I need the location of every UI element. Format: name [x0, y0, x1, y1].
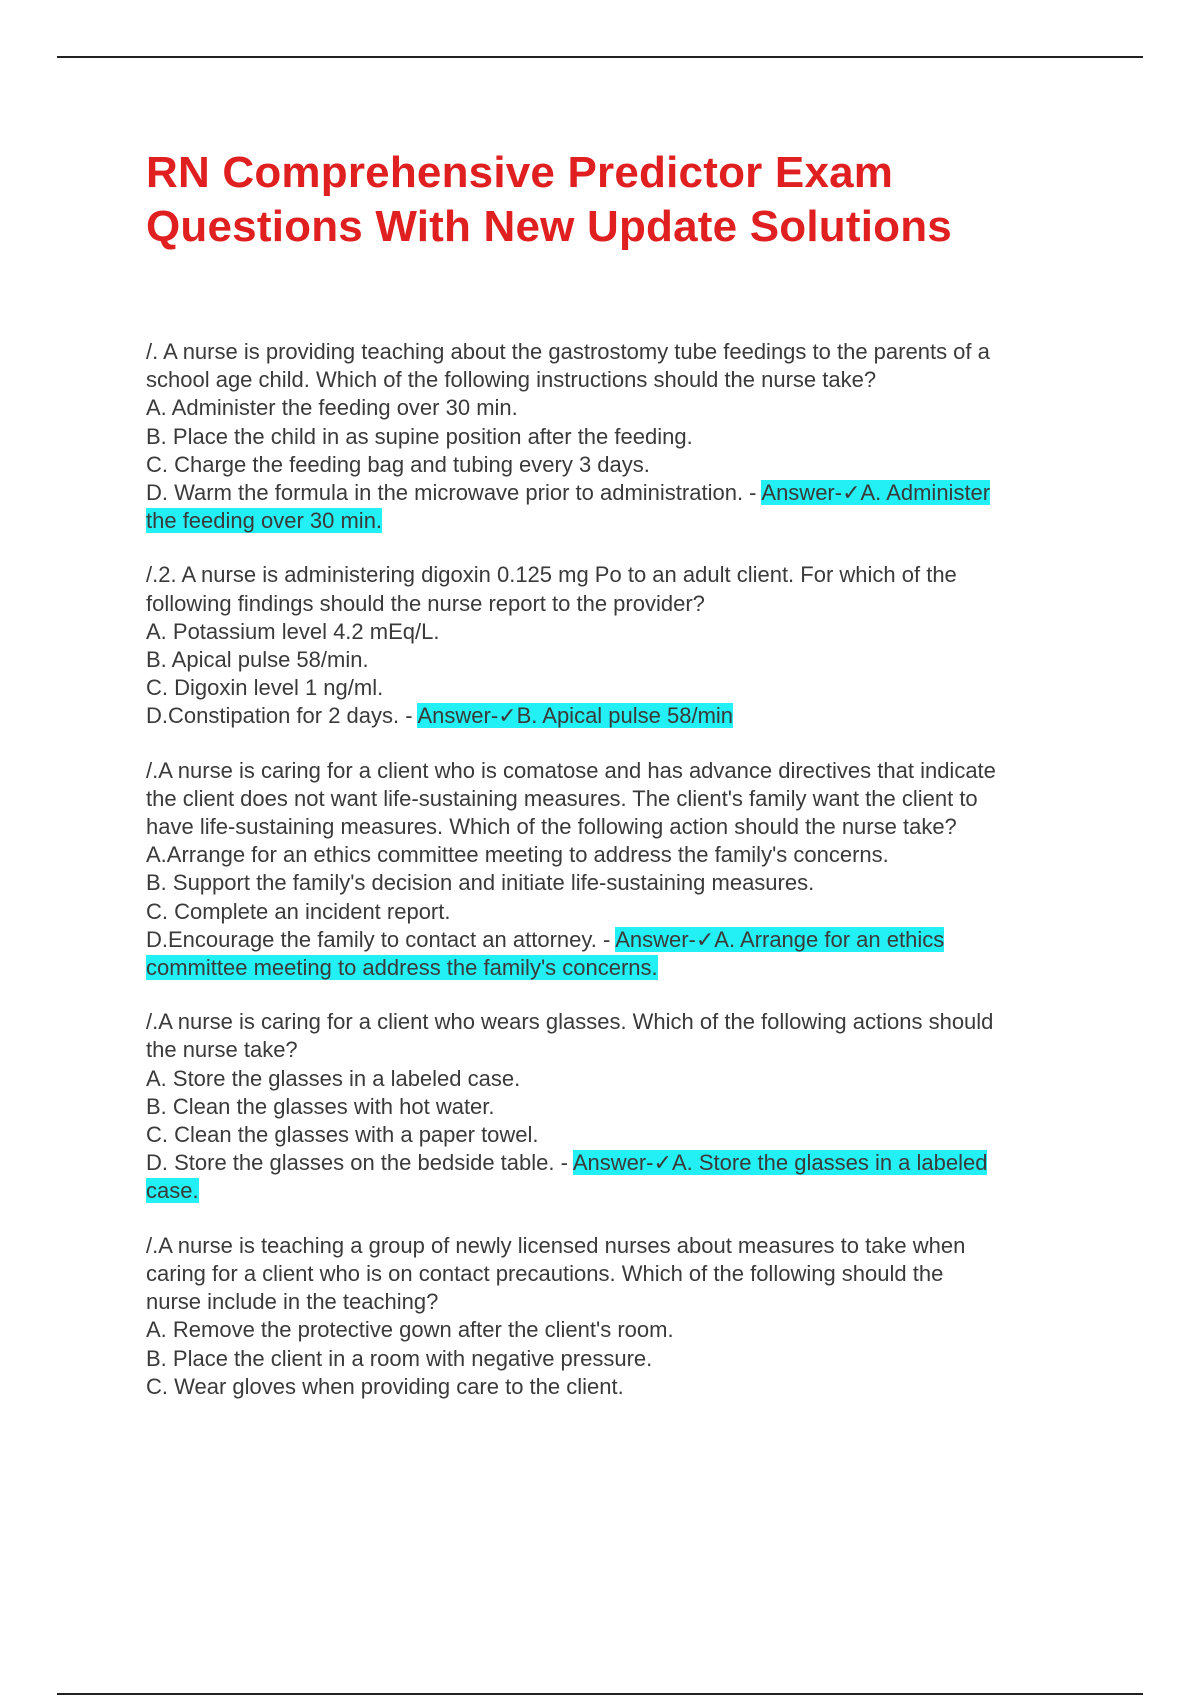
option-c: C. Wear gloves when providing care to the client. — [146, 1373, 624, 1399]
option-b: B. Place the client in a room with negative pressure. — [146, 1345, 653, 1371]
question-stem-line: the nurse take? — [146, 1037, 298, 1063]
option-b: B. Place the child in as supine position after the feeding. — [146, 423, 693, 449]
option-d: D. Store the glasses on the bedside table. - — [146, 1150, 573, 1176]
question-stem-line: nurse include in the teaching? — [146, 1289, 439, 1315]
option-d: D.Constipation for 2 days. - — [146, 703, 418, 729]
answer-highlight: Answer-✓A. Administer — [761, 480, 991, 506]
question-stem-line: have life-sustaining measures. Which of the following action should the nurse take? — [146, 814, 957, 840]
page-title — [146, 146, 1086, 254]
option-d-with-answer — [146, 926, 1086, 954]
answer-highlight: case. — [146, 1178, 199, 1204]
option-a: A. Potassium level 4.2 mEq/L. — [146, 618, 440, 644]
question-stem-line: /.2. A nurse is administering digoxin 0.125 mg Po to an adult client. For which of the — [146, 562, 957, 588]
option-c: C. Charge the feeding bag and tubing every 3 days. — [146, 451, 650, 477]
question-stem-line: /.A nurse is teaching a group of newly licensed nurses about measures to take when — [146, 1232, 966, 1258]
answer-continuation — [146, 954, 1086, 982]
answer-highlight: committee meeting to address the family's concerns. — [146, 955, 658, 981]
option-a: A.Arrange for an ethics committee meeting to address the family's concerns. — [146, 842, 889, 868]
question-4 — [146, 1008, 1086, 1205]
answer-highlight: Answer-✓A. Arrange for an ethics — [615, 926, 945, 952]
question-stem-line: following findings should the nurse report to the provider? — [146, 590, 705, 616]
question-stem-line: /. A nurse is providing teaching about the gastrostomy tube feedings to the parents of a — [146, 339, 990, 364]
option-b: B. Apical pulse 58/min. — [146, 647, 369, 673]
question-stem-line: /.A nurse is caring for a client who wears glasses. Which of the following actions should — [146, 1009, 994, 1035]
option-d-with-answer — [146, 479, 1086, 507]
answer-continuation — [146, 507, 1086, 535]
option-d-with-answer — [146, 1149, 1086, 1177]
answer-continuation — [146, 1177, 1086, 1205]
top-rule — [57, 56, 1143, 58]
answer-highlight: Answer-✓B. Apical pulse 58/min — [417, 703, 734, 729]
question-3 — [146, 757, 1086, 983]
option-c: C. Complete an incident report. — [146, 898, 451, 924]
option-d-with-answer — [146, 702, 1086, 730]
question-stem-line: caring for a client who is on contact precautions. Which of the following should the — [146, 1260, 944, 1286]
question-stem-line: /.A nurse is caring for a client who is comatose and has advance directives that indicate — [146, 757, 996, 783]
option-d: D. Warm the formula in the microwave prior to administration. - — [146, 480, 762, 506]
title-line-2: Questions With New Update Solutions — [146, 202, 952, 251]
option-a: A. Administer the feeding over 30 min. — [146, 395, 518, 421]
question-2 — [146, 561, 1086, 730]
question-5 — [146, 1232, 1086, 1401]
option-a: A. Store the glasses in a labeled case. — [146, 1065, 521, 1091]
option-b: B. Support the family's decision and initiate life-sustaining measures. — [146, 870, 815, 896]
question-1 — [146, 338, 1086, 535]
option-d: D.Encourage the family to contact an attorney. - — [146, 926, 616, 952]
option-c: C. Digoxin level 1 ng/ml. — [146, 675, 384, 701]
bottom-rule — [57, 1693, 1143, 1695]
option-a: A. Remove the protective gown after the client's room. — [146, 1317, 674, 1343]
question-stem-line: school age child. Which of the following instructions should the nurse take? — [146, 367, 877, 393]
option-b: B. Clean the glasses with hot water. — [146, 1093, 495, 1119]
answer-highlight: Answer-✓A. Store the glasses in a labeled — [572, 1150, 988, 1176]
option-c: C. Clean the glasses with a paper towel. — [146, 1122, 539, 1148]
answer-highlight: the feeding over 30 min. — [146, 508, 383, 534]
title-line-1: RN Comprehensive Predictor Exam — [146, 148, 894, 197]
question-list — [146, 338, 1086, 1427]
question-stem-line: the client does not want life-sustaining measures. The client's family want the client to — [146, 785, 978, 811]
